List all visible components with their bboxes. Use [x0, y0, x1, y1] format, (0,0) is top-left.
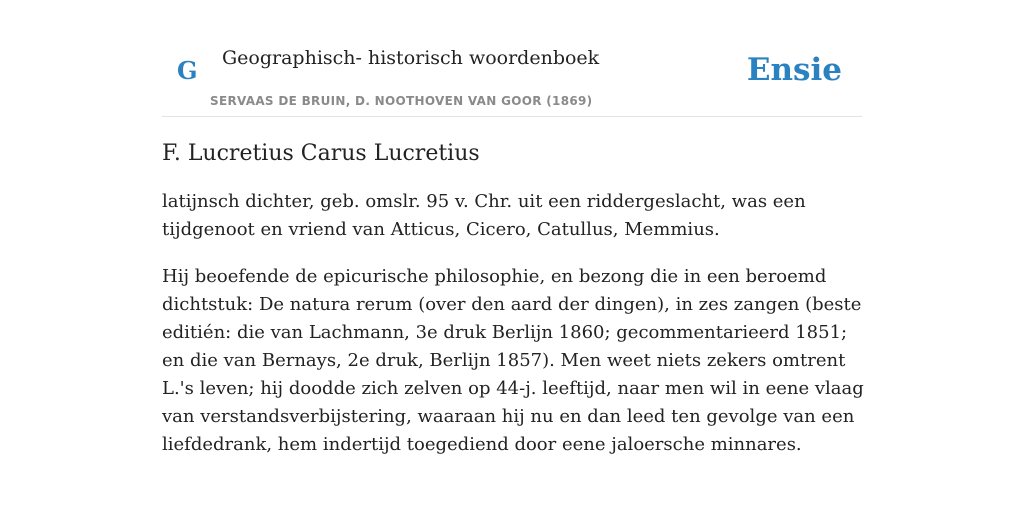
book-logo-letter[interactable]: G: [177, 56, 198, 85]
ensie-logo[interactable]: Ensie: [746, 52, 842, 88]
book-title[interactable]: Geographisch- historisch woordenboek: [222, 47, 600, 69]
book-authors: SERVAAS DE BRUIN, D. NOOTHOVEN VAN GOOR (1869): [210, 94, 593, 108]
entry-title: F. Lucretius Carus Lucretius: [162, 141, 480, 166]
entry-paragraph: latijnsch dichter, geb. omslr. 95 v. Chr. uit een riddergeslacht, was een tijdgenoot en vriend van Atticus, Cicero, Catullus, Memmius.: [162, 191, 806, 240]
book-header: [162, 0, 862, 117]
entry-paragraph: Hij beoefende de epicurische philosophie, en bezong die in een beroemd dichtstuk: De natura rerum (over den aard der dingen), in zes zangen (beste editién: die van Lachmann, 3e druk Berlijn 1860; gecommentarieerd 1851; en die van Bernays, 2e druk, Berlijn 1857). Men weet niets zekers omtrent L.'s leven; hij doodde zich zelven op 44-j. leeftijd, naar men wil in eene vlaag van verstandsverbijstering, waaraan hij nu en dan leed ten gevolge van een liefdedrank, hem indertijd toegediend door eene jaloersche minnares.: [162, 266, 864, 455]
entry-content: [162, 138, 867, 478]
